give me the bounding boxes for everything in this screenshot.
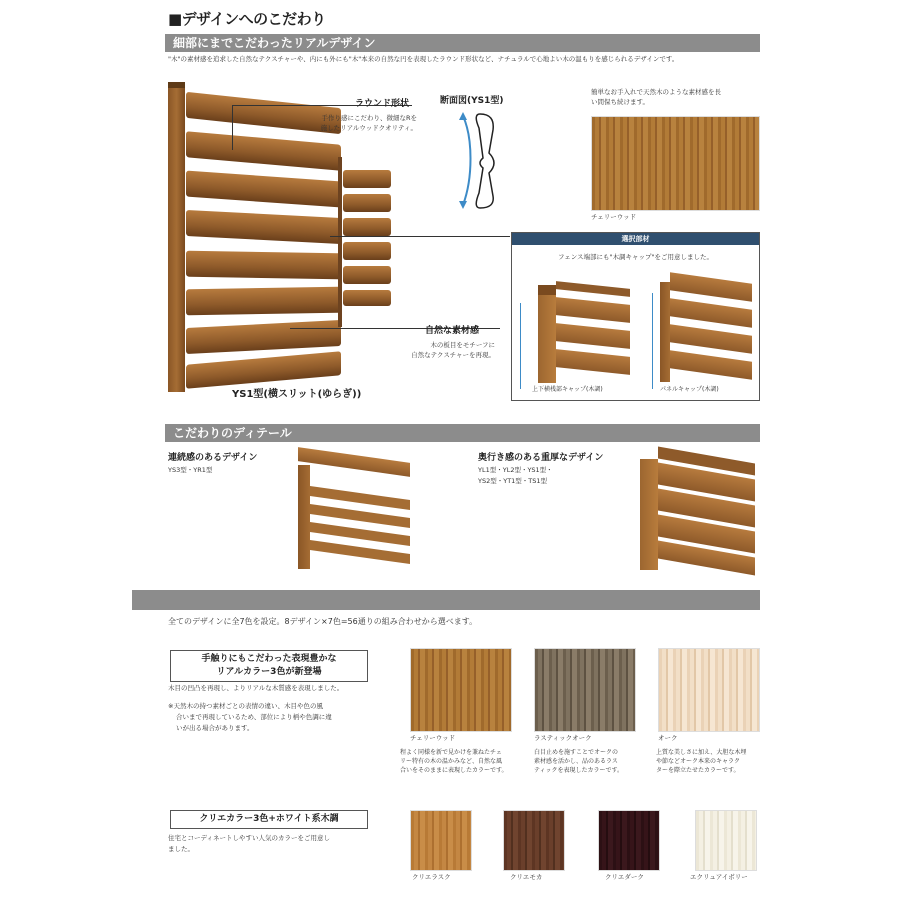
section-bar-real-design: 細部にまでこだわったリアルデザイン <box>165 34 760 52</box>
swatch-desc-line: ターを際立たせたカラーです。 <box>656 767 740 774</box>
swatch-clear-lask <box>410 810 472 871</box>
swatch-label: オーク <box>658 734 678 742</box>
swatch-clear-dark <box>598 810 660 871</box>
cross-section-diagram <box>455 108 515 213</box>
swatch-label: クリエダーク <box>605 873 644 881</box>
depth-design-models-1: YL1型・YL2型・YS1型・ <box>478 466 553 474</box>
natural-material-desc-1: 木の板目をモチーフに <box>430 341 495 349</box>
real-color-note-3: いが出る場合があります。 <box>176 724 254 732</box>
cross-section-title: 断面図(YS1型) <box>440 96 504 106</box>
real-color-box <box>170 650 368 682</box>
cherry-wood-swatch <box>591 116 760 211</box>
swatch-desc-line: 白目止めを施すことでオークの <box>534 749 619 756</box>
clear-color-desc-1: 住宅とコーディネートしやすい人気のカラーをご用意し <box>168 834 330 842</box>
swatch-label: エクリュアイボリー <box>690 873 748 881</box>
cap-box-header: 選択部材 <box>512 233 759 245</box>
cap-left-drawing <box>538 285 630 383</box>
fence-caption: YS1型(横スリット(ゆらぎ)) <box>232 389 362 400</box>
real-color-box-line1: 手触りにもこだわった表現豊かな <box>201 654 337 664</box>
cherry-desc-2: い間保ち続けます。 <box>591 98 649 106</box>
swatch-desc-line: リー特有の木の温かみなど、自然な風 <box>400 758 503 765</box>
swatch-label: ラスティックオーク <box>534 734 592 742</box>
depth-design-models-2: YS2型・YT1型・TS1型 <box>478 477 548 485</box>
swatch-desc-line: 程よく同様を新で見かけを兼ねたチェ <box>400 749 502 756</box>
swatch-desc-line: 上質な美しさに加え、大胆な木埋 <box>656 749 747 756</box>
swatch-desc-line: ティックを表現したカラーです。 <box>534 767 624 774</box>
cap-label-right: パネルキャップ(木調) <box>660 386 719 393</box>
swatch-label: クリエラスク <box>412 873 451 881</box>
color-intro: 全てのデザインに全7色を設定。8デザイン×7色=56通りの組み合わせから選べます。 <box>168 617 478 626</box>
fence-post <box>168 84 185 392</box>
swatch-desc <box>656 748 774 775</box>
cap-label-left: 上下横桟部キャップ(木調) <box>532 386 603 393</box>
swatch-desc <box>534 748 654 775</box>
continuous-design-title: 連続感のあるデザイン <box>168 453 258 463</box>
real-color-note-1: ※天然木の持つ素材ごとの表情の違い、木目や色の風 <box>168 702 323 710</box>
real-color-box-line2: リアルカラー3色が新登場 <box>216 667 322 677</box>
natural-material-desc-2: 自然なテクスチャーを再現。 <box>411 351 495 359</box>
natural-material-title: 自然な素材感 <box>425 326 480 336</box>
swatch-desc-line: や節などオーク本来のキャラク <box>656 758 741 765</box>
swatch-cherry-wood <box>410 648 512 732</box>
continuous-design-image <box>298 455 410 570</box>
swatch-rustic-oak <box>534 648 636 732</box>
swatch-label: チェリーウッド <box>410 734 456 742</box>
depth-design-title: 奥行き感のある重厚なデザイン <box>478 453 604 463</box>
swatch-desc <box>400 748 520 775</box>
cap-box-text: フェンス端部にも"木調キャップ"をご用意しました。 <box>558 253 713 261</box>
clear-color-desc-2: ました。 <box>168 845 194 853</box>
section1-intro: "木"の素材感を追求した自然なテクスチャーや、内にも外にも"木"本来の自然な円を表現したラウンド形状など、ナチュラルで心地よい木の温もりを感じられるデザインです。 <box>168 55 679 63</box>
page-title: ■デザインへのこだわり <box>168 10 326 28</box>
cap-box <box>511 232 760 401</box>
swatch-desc-line: 素材感を活かし、品のあるラス <box>534 758 618 765</box>
clear-color-box: クリエカラー3色+ホワイト系木調 <box>170 810 368 829</box>
swatch-oak <box>658 648 760 732</box>
round-shape-desc-2: 施したリアルウッドクオリティ。 <box>320 124 417 132</box>
round-shape-desc-1: 手作り感にこだわり、微細なRを <box>321 114 417 122</box>
depth-design-image <box>640 455 755 570</box>
swatch-label: クリエモカ <box>510 873 543 881</box>
section-bar-colors <box>132 590 760 610</box>
section-bar-detail: こだわりのディテール <box>165 424 760 442</box>
round-shape-title: ラウンド形状 <box>355 99 410 109</box>
real-color-desc: 木目の凹凸を再現し、よりリアルな木質感を表現しました。 <box>168 684 344 692</box>
cherry-wood-label: チェリーウッド <box>591 213 637 221</box>
cap-right-drawing <box>660 278 752 386</box>
swatch-ecru-ivory <box>695 810 757 871</box>
real-color-note-2: 合いまで再現しているため、部位により柄や色調に違 <box>176 713 332 721</box>
continuous-design-models: YS3型・YR1型 <box>168 466 213 474</box>
swatch-desc-line: 合いをそのままに表現したカラーです。 <box>400 767 508 774</box>
cherry-desc-1: 簡単なお手入れで天然木のような素材感を長 <box>591 88 721 96</box>
swatch-clear-moca <box>503 810 565 871</box>
